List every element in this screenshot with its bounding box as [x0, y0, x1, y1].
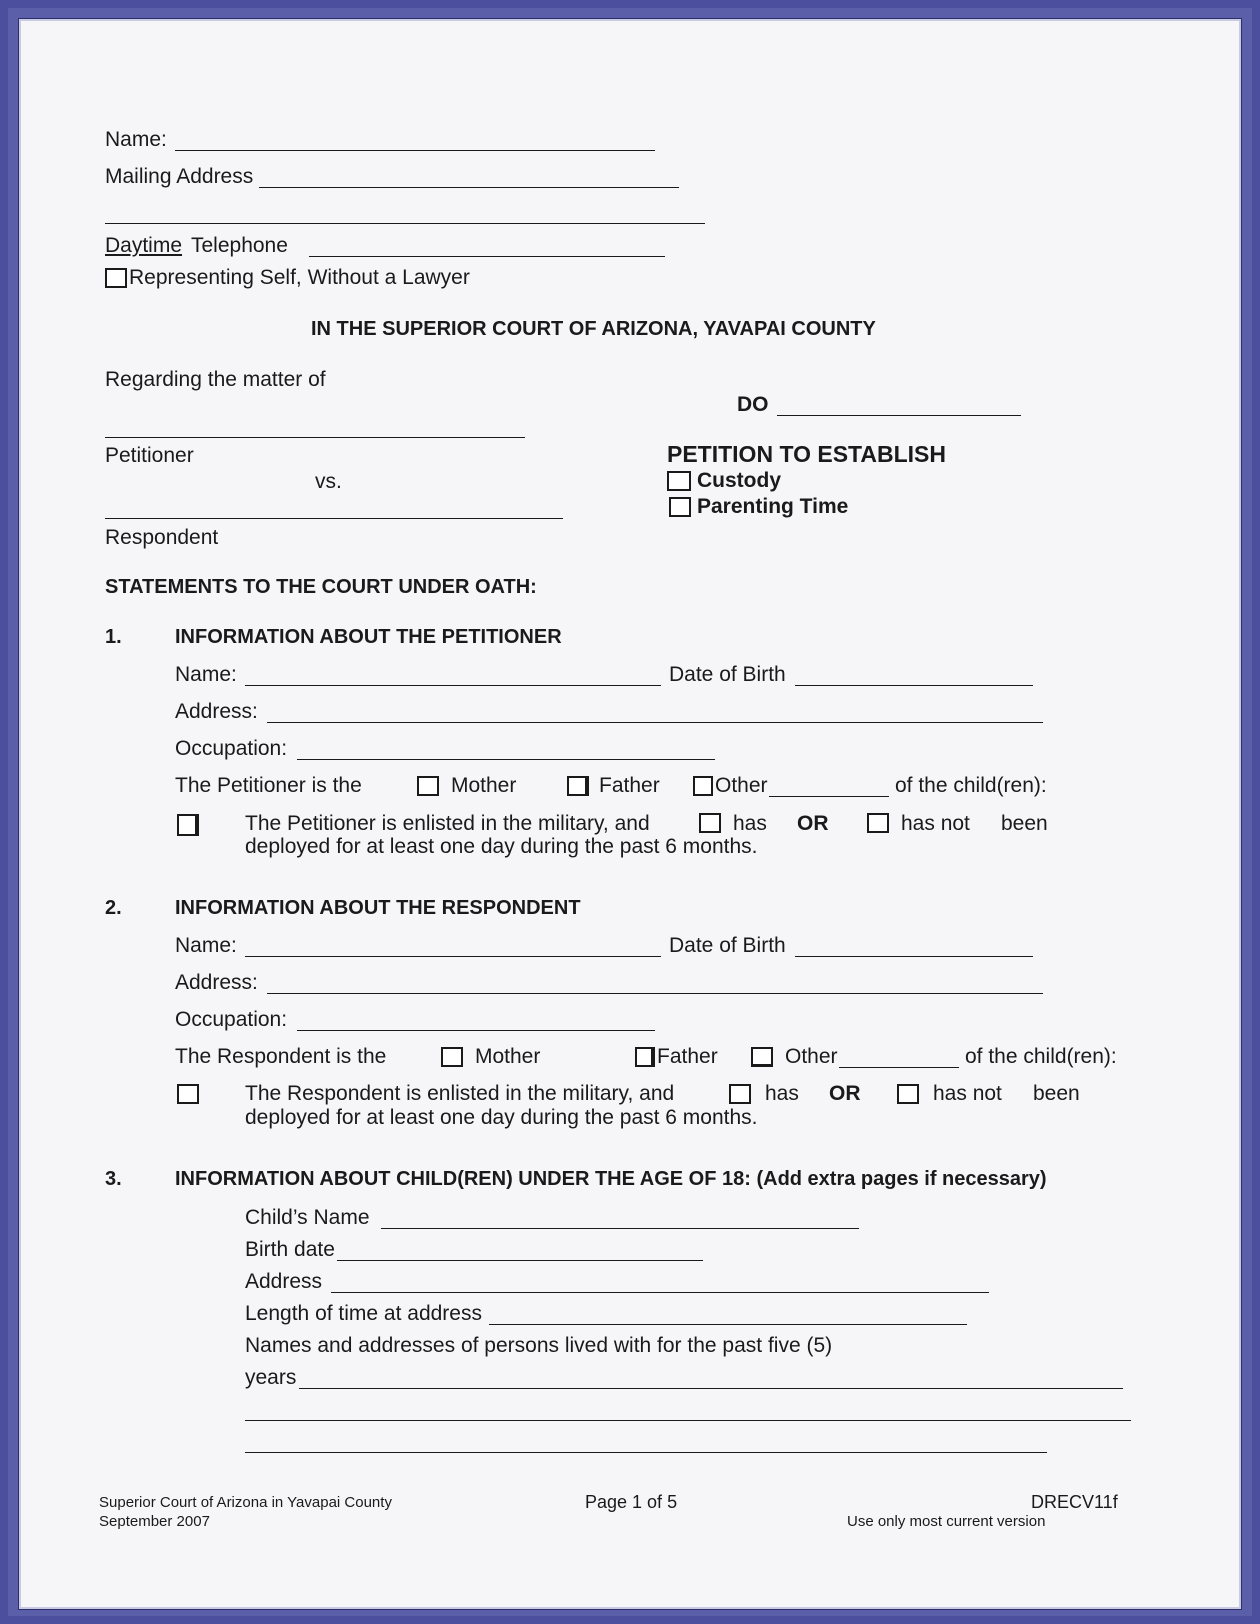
- child-name-field[interactable]: [381, 1228, 859, 1229]
- s1-military-checkbox[interactable]: [177, 814, 197, 836]
- s1-has-checkbox[interactable]: [699, 813, 721, 833]
- section2-number: 2.: [105, 897, 122, 919]
- parenting-time-checkbox[interactable]: [669, 497, 691, 517]
- s2-other-checkbox[interactable]: [751, 1047, 773, 1067]
- section1-number: 1.: [105, 626, 122, 648]
- footer-court-line: Superior Court of Arizona in Yavapai County: [99, 1494, 392, 1511]
- s1-occupation-field[interactable]: [297, 759, 715, 760]
- s1-other-label: Other: [715, 774, 768, 797]
- s2-has-checkbox[interactable]: [729, 1084, 751, 1104]
- telephone-label: Telephone: [191, 234, 288, 257]
- s2-has-not-checkbox[interactable]: [897, 1084, 919, 1104]
- s1-other-checkbox[interactable]: [693, 776, 713, 796]
- years-label: years: [245, 1366, 297, 1389]
- s2-of-children-label: of the child(ren):: [965, 1045, 1117, 1068]
- telephone-field[interactable]: [309, 256, 665, 257]
- s1-is-the-label: The Petitioner is the: [175, 774, 362, 797]
- s1-of-children-label: of the child(ren):: [895, 774, 1047, 797]
- s2-is-the-label: The Respondent is the: [175, 1045, 387, 1068]
- s2-mother-label: Mother: [475, 1045, 541, 1068]
- footer-page-number: Page 1 of 5: [585, 1492, 678, 1512]
- custody-checkbox[interactable]: [667, 471, 691, 491]
- child-address-field[interactable]: [331, 1292, 989, 1293]
- s2-dob-field[interactable]: [795, 956, 1033, 957]
- s2-has-label: has: [765, 1082, 799, 1105]
- vs-label: vs.: [315, 470, 342, 493]
- s1-dob-field[interactable]: [795, 685, 1033, 686]
- length-of-time-field[interactable]: [489, 1324, 967, 1325]
- s1-been-label: been: [1001, 812, 1048, 835]
- names-addresses-label: Names and addresses of persons lived with for the past five (5): [245, 1334, 833, 1357]
- years-field-3[interactable]: [245, 1452, 1047, 1453]
- s1-address-field[interactable]: [267, 722, 1043, 723]
- child-address-label: Address: [245, 1270, 323, 1293]
- s2-name-field[interactable]: [245, 956, 661, 957]
- footer-version-note: Use only most current version: [847, 1513, 1046, 1530]
- petition-title: PETITION TO ESTABLISH: [667, 441, 946, 467]
- representing-self-label: Representing Self, Without a Lawyer: [129, 266, 470, 289]
- s2-been-label: been: [1033, 1082, 1080, 1105]
- years-field[interactable]: [299, 1388, 1123, 1389]
- years-field-2[interactable]: [245, 1420, 1131, 1421]
- respondent-name-field[interactable]: [105, 518, 563, 519]
- s2-military-checkbox[interactable]: [177, 1084, 199, 1104]
- s1-father-checkbox[interactable]: [567, 776, 587, 796]
- birth-date-label: Birth date: [245, 1238, 335, 1261]
- s1-has-not-checkbox[interactable]: [867, 813, 889, 833]
- s2-father-checkbox[interactable]: [635, 1047, 653, 1067]
- s2-other-label: Other: [785, 1045, 838, 1068]
- s2-has-not-label: has not: [933, 1082, 1002, 1105]
- custody-label: Custody: [697, 469, 781, 492]
- birth-date-field[interactable]: [337, 1260, 703, 1261]
- regarding-label: Regarding the matter of: [105, 368, 326, 391]
- statements-heading: STATEMENTS TO THE COURT UNDER OATH:: [105, 576, 537, 598]
- s1-military-label: The Petitioner is enlisted in the military, and: [245, 812, 650, 835]
- section3-heading: INFORMATION ABOUT CHILD(REN) UNDER THE AGE OF 18: (Add extra pages if necessary): [175, 1168, 1047, 1190]
- s1-has-not-label: has not: [901, 812, 970, 835]
- s2-address-label: Address:: [175, 971, 258, 994]
- section2-heading: INFORMATION ABOUT THE RESPONDENT: [175, 897, 581, 919]
- s1-has-label: has: [733, 812, 767, 835]
- s2-occupation-field[interactable]: [297, 1030, 655, 1031]
- s1-address-label: Address:: [175, 700, 258, 723]
- form-page: [18, 18, 1242, 1610]
- mailing-address-field[interactable]: [259, 187, 679, 188]
- s1-name-field[interactable]: [245, 685, 661, 686]
- name-field[interactable]: [175, 150, 655, 151]
- representing-self-checkbox[interactable]: [105, 268, 127, 288]
- s2-deployed-label: deployed for at least one day during the past 6 months.: [245, 1106, 758, 1129]
- s2-other-field[interactable]: [839, 1067, 959, 1068]
- s1-father-label: Father: [599, 774, 660, 797]
- s1-other-field[interactable]: [769, 796, 889, 797]
- s1-occupation-label: Occupation:: [175, 737, 288, 760]
- s1-dob-label: Date of Birth: [669, 663, 786, 686]
- parenting-time-label: Parenting Time: [697, 495, 849, 518]
- s1-deployed-label: deployed for at least one day during the past 6 months.: [245, 835, 758, 858]
- s2-military-label: The Respondent is enlisted in the military, and: [245, 1082, 675, 1105]
- footer-date-line: September 2007: [99, 1513, 210, 1530]
- s1-mother-label: Mother: [451, 774, 517, 797]
- s1-or-label: OR: [797, 812, 829, 835]
- section1-heading: INFORMATION ABOUT THE PETITIONER: [175, 626, 562, 648]
- child-name-label: Child’s Name: [245, 1206, 370, 1229]
- footer-form-code: DRECV11f: [1031, 1492, 1118, 1512]
- s2-name-label: Name:: [175, 934, 237, 957]
- s2-dob-label: Date of Birth: [669, 934, 786, 957]
- do-number-field[interactable]: [777, 415, 1021, 416]
- mailing-address-label: Mailing Address: [105, 165, 254, 188]
- s2-mother-checkbox[interactable]: [441, 1047, 463, 1067]
- section3-number: 3.: [105, 1168, 122, 1190]
- mailing-address-field-2[interactable]: [105, 223, 705, 224]
- s2-address-field[interactable]: [267, 993, 1043, 994]
- s2-occupation-label: Occupation:: [175, 1008, 288, 1031]
- daytime-label: Daytime: [105, 234, 183, 257]
- name-label: Name:: [105, 128, 167, 151]
- do-label: DO: [737, 393, 769, 416]
- court-title: IN THE SUPERIOR COURT OF ARIZONA, YAVAPAI COUNTY: [311, 318, 876, 340]
- length-of-time-label: Length of time at address: [245, 1302, 482, 1325]
- s1-name-label: Name:: [175, 663, 237, 686]
- petitioner-label: Petitioner: [105, 444, 194, 467]
- s2-father-label: Father: [657, 1045, 718, 1068]
- s1-mother-checkbox[interactable]: [417, 776, 439, 796]
- petitioner-name-field[interactable]: [105, 437, 525, 438]
- respondent-label: Respondent: [105, 526, 219, 549]
- s2-or-label: OR: [829, 1082, 861, 1105]
